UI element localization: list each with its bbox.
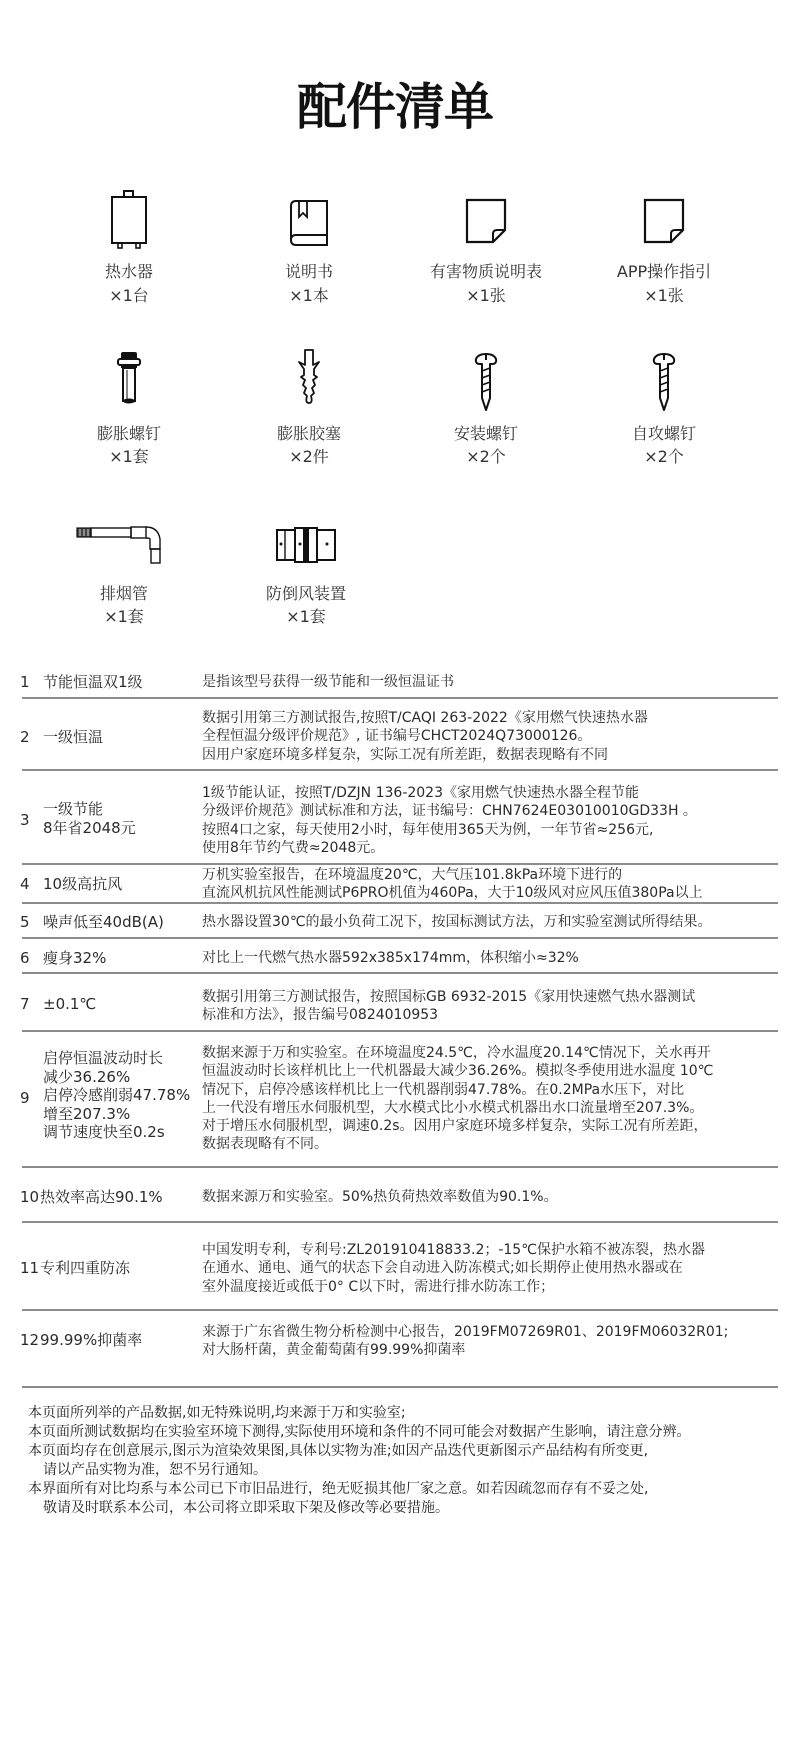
row-label: 瘦身32% xyxy=(43,949,107,967)
row-description: 1级节能认证，按照T/DZJN 136-2023《家用燃气快速热水器全程节能 分级评价规范》测试标准和方法，证书编号：CHN7624E03010010GD33H 。 按照4口之家，每天使用2小时，每年使用365天为例，一年节省≈256元, 使用8年节约气费≈2048元。 xyxy=(202,785,697,856)
row-description: 来源于广东省微生物分析检测中心报告，2019FM07269R01、2019FM06032R01; 对大肠杆菌，黄金葡萄菌有99.99%抑菌率 xyxy=(202,1324,729,1359)
expansion-bolt-icon xyxy=(115,351,143,405)
accessory-item-flue-pipe xyxy=(34,505,214,630)
accessory-item-expansion-bolt xyxy=(39,348,219,473)
accessory-name: 有害物质说明表 xyxy=(429,262,542,281)
row-description: 数据引用第三方测试报告，按照国标GB 6932-2015《家用快速燃气热水器测试 标准和方法》，报告编号0824010953 xyxy=(202,989,696,1024)
row-divider xyxy=(22,1386,778,1388)
row-description: 数据来源万和实验室。50%热负荷热效率数值为90.1%。 xyxy=(202,1189,558,1205)
accessory-qty: ×2个 xyxy=(644,447,684,466)
row-number: 2 xyxy=(20,728,30,746)
row-description: 万机实验室报告，在环境温度20℃，大气压101.8kPa环境下进行的 直流风机抗风性能测试P6PRO机值为460Pa，大于10级风对应风压值380Pa以上 xyxy=(202,867,703,902)
footnote-line: 本页面均存在创意展示,图示为渲染效果图,具体以实物为准;如因产品迭代更新图示产品结构有所变更, xyxy=(28,1443,649,1459)
manual-book-icon xyxy=(287,198,331,248)
row-description: 是指该型号获得一级节能和一级恒温证书 xyxy=(202,674,454,690)
row-divider xyxy=(22,902,778,904)
footnote-line: 本页面所测试数据均在实验室环境下测得,实际使用环境和条件的不同可能会对数据产生影响，请注意分辨。 xyxy=(28,1424,691,1440)
accessory-qty: ×1套 xyxy=(104,607,144,626)
row-divider xyxy=(22,697,778,699)
row-number: 1 xyxy=(20,673,30,691)
row-divider xyxy=(22,937,778,939)
footnote-line: 本页面所列举的产品数据,如无特殊说明,均来源于万和实验室; xyxy=(28,1405,406,1421)
row-label: 专利四重防冻 xyxy=(40,1259,131,1277)
accessory-item-app-guide xyxy=(574,186,754,311)
document-sheet-icon xyxy=(465,198,507,244)
accessory-name: 膨胀胶塞 xyxy=(276,424,341,443)
row-label: ±0.1℃ xyxy=(43,995,97,1013)
row-description: 中国发明专利，专利号:ZL201910418833.2；-15℃保护水箱不被冻裂，热水器 在通水、通电、通气的状态下会自动进入防冻模式;如长期停止使用热水器或在 室外温度接近或低于0° C以下时，需进行排水防冻工作； xyxy=(202,1242,705,1295)
accessory-name: 热水器 xyxy=(104,262,153,281)
row-label: 热效率高达90.1% xyxy=(40,1188,163,1206)
row-number: 7 xyxy=(20,995,30,1013)
row-number: 9 xyxy=(20,1089,30,1107)
accessory-qty: ×2件 xyxy=(289,447,329,466)
accessory-item-manual xyxy=(219,186,399,311)
row-number: 10 xyxy=(20,1188,40,1206)
accessory-qty: ×1本 xyxy=(289,286,329,305)
footnote-line: 请以产品实物为准，恕不另行通知。 xyxy=(43,1462,267,1478)
footnote-line: 本界面所有对比均系与本公司已下市旧品进行，绝无贬损其他厂家之意。如若因疏忽而存有不妥之处, xyxy=(28,1481,649,1497)
water-heater-icon xyxy=(109,190,149,250)
accessory-qty: ×1套 xyxy=(286,607,326,626)
accessory-qty: ×1张 xyxy=(466,286,506,305)
disclaimer-footnotes xyxy=(28,1404,778,1518)
row-label: 一级恒温 xyxy=(43,728,104,746)
flue-pipe-icon xyxy=(76,525,166,565)
row-label: 噪声低至40dB(A) xyxy=(43,913,164,931)
accessory-item-anti-backdraft-device xyxy=(216,505,396,630)
row-number: 3 xyxy=(20,811,30,829)
accessory-name: 自攻螺钉 xyxy=(631,424,696,443)
row-divider xyxy=(22,769,778,771)
accessory-name: APP操作指引 xyxy=(616,262,712,281)
row-divider xyxy=(22,863,778,865)
accessory-qty: ×2个 xyxy=(466,447,506,466)
footnote-line: 敬请及时联系本公司，本公司将立即采取下架及修改等必要措施。 xyxy=(43,1500,449,1516)
wall-anchor-icon xyxy=(297,349,321,405)
row-description: 数据引用第三方测试报告,按照T/CAQI 263-2022《家用燃气快速热水器 全程恒温分级评价规范》, 证书编号CHCT2024Q73000126。 因用户家庭环境多样复杂，实际工况有所差距，数据表现略有不同 xyxy=(202,710,648,763)
accessory-item-self-tapping-screw xyxy=(574,348,754,473)
row-divider xyxy=(22,1221,778,1223)
row-label: 一级节能 8年省2048元 xyxy=(43,800,136,837)
anti-backdraft-device-icon xyxy=(276,527,336,563)
row-number: 6 xyxy=(20,949,30,967)
accessory-name: 安装螺钉 xyxy=(453,424,518,443)
row-label: 99.99%抑菌率 xyxy=(40,1331,143,1349)
accessory-qty: ×1套 xyxy=(109,447,149,466)
accessory-item-wall-anchor xyxy=(219,348,399,473)
row-divider xyxy=(22,1030,778,1032)
row-description: 数据来源于万和实验室。在环境温度24.5℃，冷水温度20.14℃情况下，关水再开 恒温波动时长该样机比上一代机器最大减少36.26%。模拟冬季使用进水温度 10℃ 情况下，启停冷感该样机比上一代机器削弱47.78%。在0.2MPa水压下，对比 上一代没有增压水伺服机型，大水模式比小水模式机器出水口流量增至207.3%。 对于增压水伺服机型，调速0.2s。因用户家庭环境多样复杂，实际工况有所差距， 数据表现略有不同。 xyxy=(202,1045,714,1153)
screw-icon xyxy=(474,352,498,412)
row-number: 5 xyxy=(20,913,30,931)
document-sheet-icon xyxy=(643,198,685,244)
self-tapping-screw-icon xyxy=(652,352,676,412)
accessory-item-hazardous-substances-sheet xyxy=(396,186,576,311)
row-label: 节能恒温双1级 xyxy=(43,673,143,691)
row-divider xyxy=(22,1166,778,1168)
row-label: 10级高抗风 xyxy=(43,875,123,893)
row-description: 对比上一代燃气热水器592x385x174mm，体积缩小≈32% xyxy=(202,950,579,966)
accessory-name: 排烟管 xyxy=(99,584,148,603)
accessory-name: 说明书 xyxy=(284,262,333,281)
accessory-item-install-screw xyxy=(396,348,576,473)
row-divider xyxy=(22,972,778,974)
row-number: 11 xyxy=(20,1259,40,1277)
accessory-qty: ×1台 xyxy=(109,286,149,305)
row-number: 4 xyxy=(20,875,30,893)
row-description: 热水器设置30℃的最小负荷工况下，按国标测试方法，万和实验室测试所得结果。 xyxy=(202,914,712,930)
accessory-name: 防倒风装置 xyxy=(265,584,346,603)
accessory-item-water-heater xyxy=(39,186,219,311)
page-title: 配件清单 xyxy=(297,78,493,136)
row-divider xyxy=(22,1309,778,1311)
row-label: 启停恒温波动时长 减少36.26% 启停冷感削弱47.78% 增至207.3% 调节速度快至0.2s xyxy=(43,1049,191,1141)
accessory-name: 膨胀螺钉 xyxy=(96,424,161,443)
row-number: 12 xyxy=(20,1331,40,1349)
accessory-qty: ×1张 xyxy=(644,286,684,305)
